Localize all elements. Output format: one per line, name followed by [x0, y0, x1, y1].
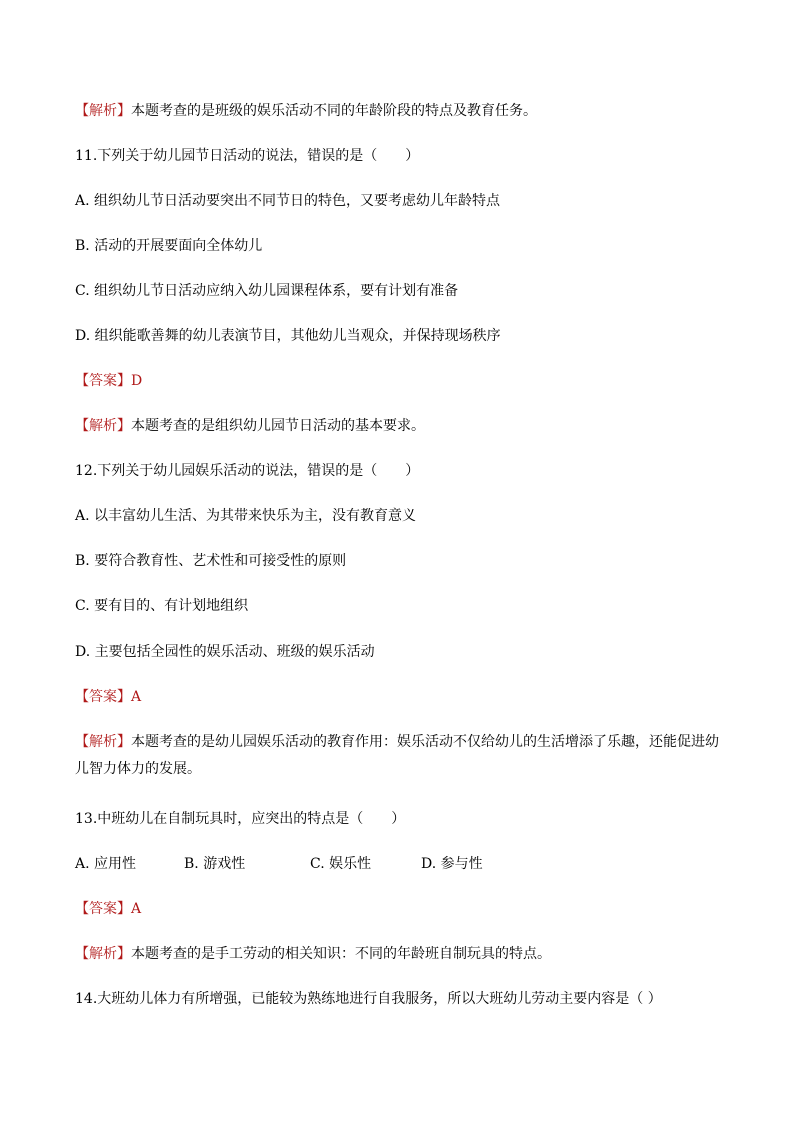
analysis-tag: 【解析】 [75, 734, 131, 750]
option-12-c: C. 要有目的、有计划地组织 [75, 598, 249, 614]
option-13-a: A. 应用性 [75, 856, 137, 872]
answer-line-13 [75, 899, 141, 919]
question-stem-14: 14.大班幼儿体力有所增强，已能较为熟练地进行自我服务，所以大班幼儿劳动主要内容是（ ） [75, 991, 662, 1007]
option-13-b: B. 游戏性 [184, 856, 246, 872]
option-11-b: B. 活动的开展要面向全体幼儿 [75, 238, 263, 254]
option-12-d: D. 主要包括全园性的娱乐活动、班级的娱乐活动 [75, 644, 375, 660]
option-13-d: D. 参与性 [421, 856, 483, 872]
answer-tag: 【答案】 [75, 689, 131, 705]
analysis-line-11 [75, 416, 425, 436]
option-12-b: B. 要符合教育性、艺术性和可接受性的原则 [75, 553, 347, 569]
answer-value: D [131, 373, 143, 389]
answer-line-11 [75, 371, 142, 391]
analysis-text: 本题考查的是班级的娱乐活动不同的年龄阶段的特点及教育任务。 [131, 103, 537, 119]
analysis-tag: 【解析】 [75, 103, 131, 119]
question-stem-13: 13.中班幼儿在自制玩具时，应突出的特点是（ ） [75, 811, 406, 827]
option-11-d: D. 组织能歌善舞的幼儿表演节目，其他幼儿当观众，并保持现场秩序 [75, 328, 501, 344]
option-11-a: A. 组织幼儿节日活动要突出不同节日的特色，又要考虑幼儿年龄特点 [75, 193, 501, 209]
option-11-c: C. 组织幼儿节日活动应纳入幼儿园课程体系，要有计划有准备 [75, 283, 459, 299]
answer-line-12 [75, 687, 141, 707]
answer-tag: 【答案】 [75, 373, 131, 389]
analysis-line-13 [75, 944, 551, 964]
question-stem-12: 12.下列关于幼儿园娱乐活动的说法，错误的是（ ） [75, 463, 420, 479]
option-13-c: C. 娱乐性 [310, 856, 372, 872]
analysis-text: 本题考查的是幼儿园娱乐活动的教育作用：娱乐活动不仅给幼儿的生活增添了乐趣，还能促进幼儿智力体力的发展。 [75, 734, 719, 777]
analysis-tag: 【解析】 [75, 946, 131, 962]
analysis-text: 本题考查的是组织幼儿园节日活动的基本要求。 [131, 418, 425, 434]
analysis-line-12 [75, 729, 730, 783]
question-stem-11: 11.下列关于幼儿园节日活动的说法，错误的是（ ） [75, 148, 420, 164]
answer-tag: 【答案】 [75, 901, 131, 917]
answer-value: A [131, 689, 142, 705]
answer-value: A [131, 901, 142, 917]
analysis-line [75, 101, 537, 121]
analysis-tag: 【解析】 [75, 418, 131, 434]
option-12-a: A. 以丰富幼儿生活、为其带来快乐为主，没有教育意义 [75, 508, 417, 524]
analysis-text: 本题考查的是手工劳动的相关知识：不同的年龄班自制玩具的特点。 [131, 946, 551, 962]
